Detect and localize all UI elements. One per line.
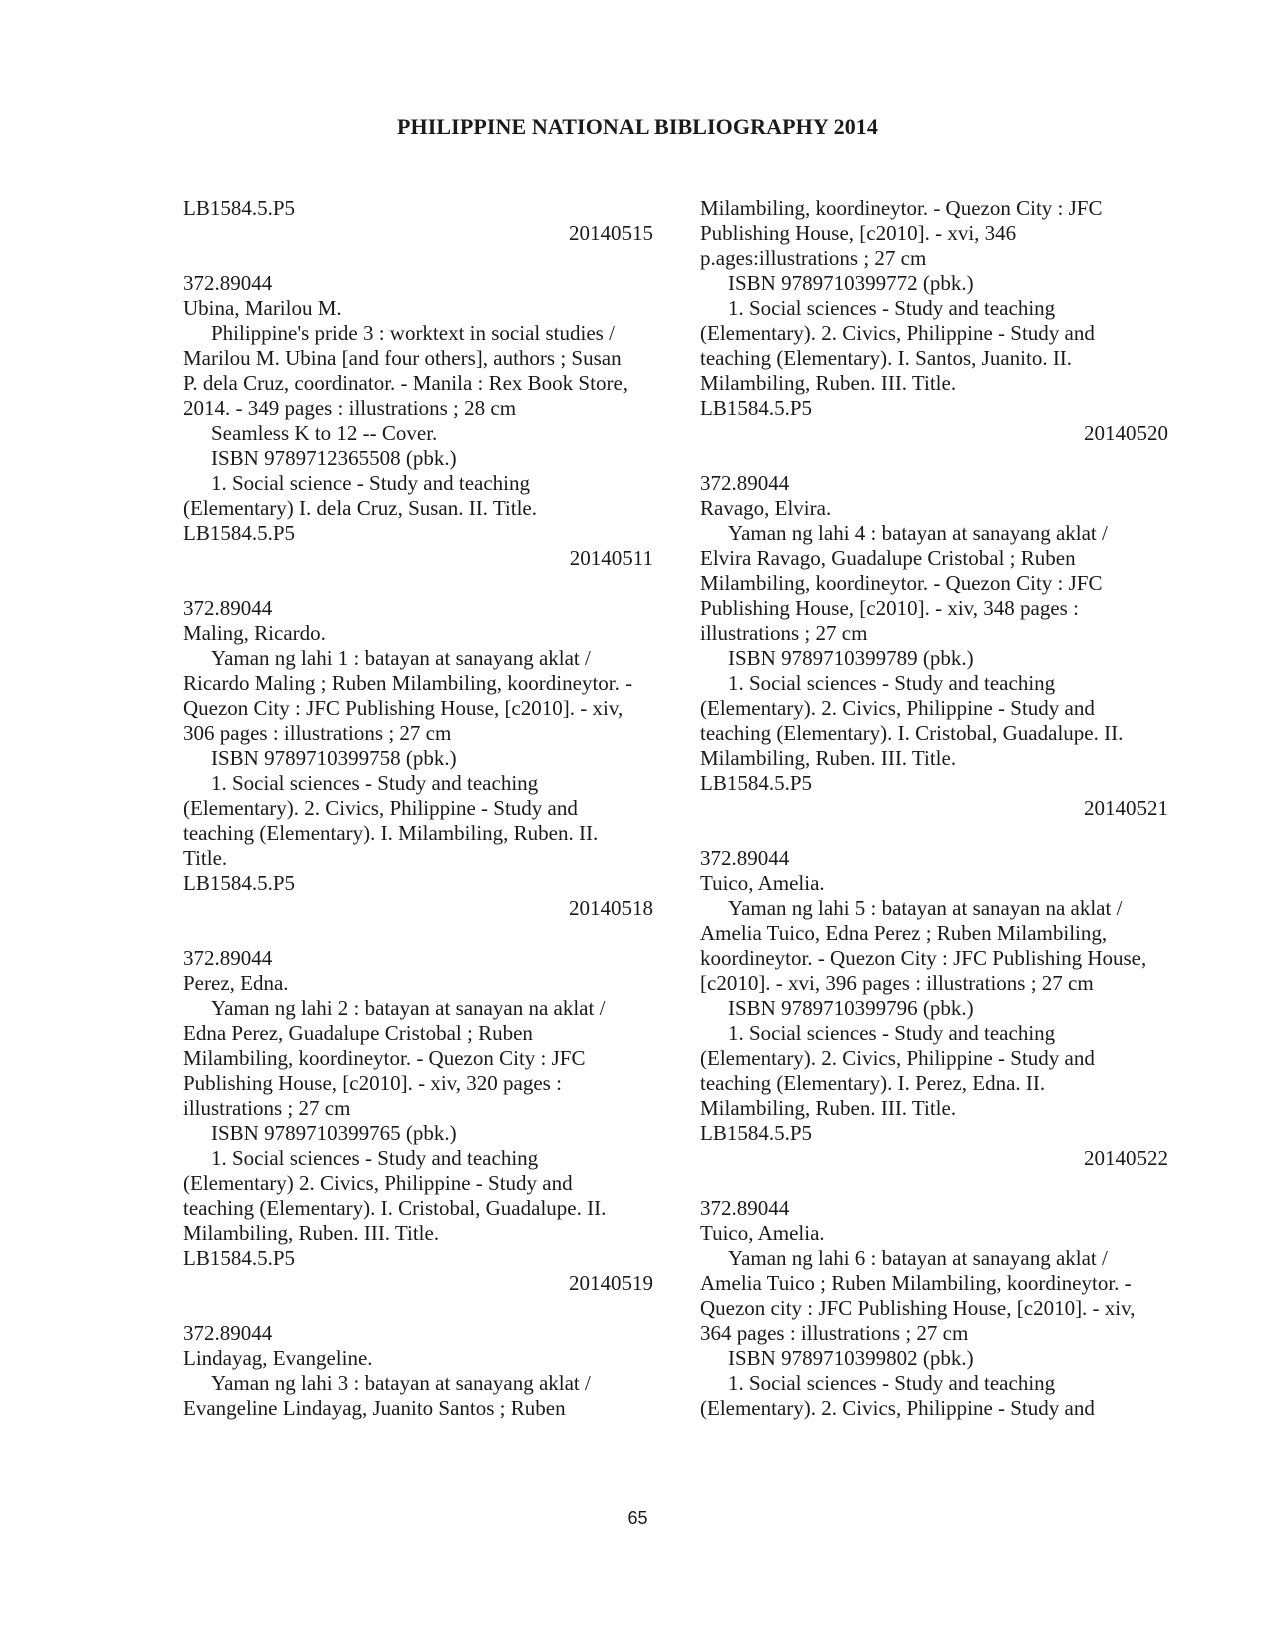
entry-line: 364 pages : illustrations ; 27 cm [700,1321,969,1345]
entry-line: Philippine's pride 3 : worktext in social studies / [211,321,615,345]
entry-line: LB1584.5.P5 [700,771,813,795]
entry-line: 1. Social sciences - Study and teaching [728,296,1056,320]
entry-line: Maling, Ricardo. [183,621,326,645]
entry-line: Ravago, Elvira. [700,496,832,520]
entry-line: 1. Social sciences - Study and teaching [728,1021,1056,1045]
entry-line: p.ages:illustrations ; 27 cm [700,246,927,270]
entry-date: 20140518 [569,896,653,920]
entry-line: (Elementary). 2. Civics, Philippine - Study and [183,796,578,820]
entry-gap [700,446,1180,471]
entry-line: LB1584.5.P5 [183,1246,296,1270]
entry-line: Milambiling, koordineytor. - Quezon City : JFC [183,1046,586,1070]
entry-line: (Elementary). 2. Civics, Philippine - Study and [700,696,1095,720]
entry-line: Milambiling, Ruben. III. Title. [700,746,957,770]
entry-line: (Elementary). 2. Civics, Philippine - Study and [700,321,1095,345]
entry-gap [183,1296,653,1321]
entry-gap [183,921,653,946]
entry-line: Publishing House, [c2010]. - xiv, 320 pages : [183,1071,562,1095]
entry-line: P. dela Cruz, coordinator. - Manila : Rex Book Store, [183,371,629,395]
entry-line: ISBN 9789712365508 (pbk.) [211,446,457,470]
entry-line: ISBN 9789710399802 (pbk.) [728,1346,974,1370]
entry-line: Seamless K to 12 -- Cover. [211,421,438,445]
entry-line: (Elementary) 2. Civics, Philippine - Study and [183,1171,573,1195]
entry-gap [183,571,653,596]
entry-line: Yaman ng lahi 6 : batayan at sanayang aklat / [728,1246,1108,1270]
entry-line: Quezon City : JFC Publishing House, [c2010]. - xiv, [183,696,624,720]
entry-line: Milambiling, Ruben. III. Title. [700,371,957,395]
entry-line: Perez, Edna. [183,971,289,995]
entry-line: 1. Social sciences - Study and teaching [211,771,539,795]
entry-line: Tuico, Amelia. [700,871,825,895]
entry-line: ISBN 9789710399796 (pbk.) [728,996,974,1020]
entry-line: teaching (Elementary). I. Cristobal, Guadalupe. II. [183,1196,607,1220]
entry-line: teaching (Elementary). I. Perez, Edna. II. [700,1071,1046,1095]
entry-line: LB1584.5.P5 [700,396,813,420]
entry-line: ISBN 9789710399758 (pbk.) [211,746,457,770]
entry-line: (Elementary). 2. Civics, Philippine - Study and [700,1046,1095,1070]
entry-line: Yaman ng lahi 2 : batayan at sanayan na aklat / [211,996,606,1020]
entry-line: Yaman ng lahi 4 : batayan at sanayang aklat / [728,521,1108,545]
entry-line: Elvira Ravago, Guadalupe Cristobal ; Ruben [700,546,1076,570]
entry-date: 20140522 [1084,1146,1168,1170]
entry-line: 372.89044 [700,1196,790,1220]
entry-gap [183,246,653,271]
left-column [183,196,653,1421]
entry-line: Publishing House, [c2010]. - xiv, 348 pages : [700,596,1079,620]
entry-line: Ubina, Marilou M. [183,296,342,320]
entry-line: Milambiling, Ruben. III. Title. [700,1096,957,1120]
entry-line: Yaman ng lahi 3 : batayan at sanayang aklat / [211,1371,591,1395]
entry-line: Ricardo Maling ; Ruben Milambiling, koordineytor. - [183,671,633,695]
entry-date: 20140511 [569,546,653,570]
entry-line: [c2010]. - xvi, 396 pages : illustrations ; 27 cm [700,971,1094,995]
entry-gap [700,1171,1180,1196]
entry-line: Lindayag, Evangeline. [183,1346,373,1370]
entry-line: Milambiling, Ruben. III. Title. [183,1221,440,1245]
entry-line: teaching (Elementary). I. Milambiling, Ruben. II. [183,821,599,845]
entry-line: LB1584.5.P5 [183,871,296,895]
entry-line: Amelia Tuico ; Ruben Milambiling, koordineytor. - [700,1271,1132,1295]
entry-line: Publishing House, [c2010]. - xvi, 346 [700,221,1017,245]
entry-line: 306 pages : illustrations ; 27 cm [183,721,452,745]
entry-line: Evangeline Lindayag, Juanito Santos ; Ruben [183,1396,566,1420]
entry-line: Marilou M. Ubina [and four others], authors ; Susan [183,346,622,370]
entry-line: ISBN 9789710399765 (pbk.) [211,1121,457,1145]
entry-date: 20140521 [1084,796,1168,820]
entry-line: Title. [183,846,228,870]
entry-line: Yaman ng lahi 5 : batayan at sanayan na aklat / [728,896,1123,920]
entry-line: ISBN 9789710399772 (pbk.) [728,271,974,295]
entry-line: LB1584.5.P5 [700,1121,813,1145]
entry-line: 1. Social sciences - Study and teaching [211,1146,539,1170]
entry-line: 372.89044 [700,846,790,870]
entry-line: 372.89044 [183,596,273,620]
entry-line: 372.89044 [183,946,273,970]
entry-line: ISBN 9789710399789 (pbk.) [728,646,974,670]
entry-line: Tuico, Amelia. [700,1221,825,1245]
entry-line: 1. Social science - Study and teaching [211,471,530,495]
entry-gap [700,821,1180,846]
entry-line: 1. Social sciences - Study and teaching [728,1371,1056,1395]
entry-line: 1. Social sciences - Study and teaching [728,671,1056,695]
entry-line: Amelia Tuico, Edna Perez ; Ruben Milambiling, [700,921,1108,945]
entry-line: teaching (Elementary). I. Santos, Juanito. II. [700,346,1073,370]
entry-line: Quezon city : JFC Publishing House, [c2010]. - xiv, [700,1296,1136,1320]
entry-line: Milambiling, koordineytor. - Quezon City : JFC [700,196,1103,220]
entry-line: (Elementary) I. dela Cruz, Susan. II. Title. [183,496,538,520]
entry-line: teaching (Elementary). I. Cristobal, Guadalupe. II. [700,721,1124,745]
entry-line: Milambiling, koordineytor. - Quezon City : JFC [700,571,1103,595]
entry-date: 20140515 [569,221,653,245]
entry-line: Yaman ng lahi 1 : batayan at sanayang aklat / [211,646,591,670]
right-column [700,196,1180,1421]
page-title: PHILIPPINE NATIONAL BIBLIOGRAPHY 2014 [396,114,879,139]
entry-date: 20140519 [569,1271,653,1295]
entry-line: (Elementary). 2. Civics, Philippine - Study and [700,1396,1095,1420]
entry-line: LB1584.5.P5 [183,196,296,220]
entry-date: 20140520 [1084,421,1168,445]
entry-line: illustrations ; 27 cm [183,1096,351,1120]
entry-line: 372.89044 [700,471,790,495]
entry-line: 372.89044 [183,271,273,295]
entry-line: koordineytor. - Quezon City : JFC Publishing House, [700,946,1147,970]
entry-line: LB1584.5.P5 [183,521,296,545]
entry-line: Edna Perez, Guadalupe Cristobal ; Ruben [183,1021,533,1045]
entry-line: 2014. - 349 pages : illustrations ; 28 cm [183,396,517,420]
entry-line: 372.89044 [183,1321,273,1345]
page-number: 65 [627,1508,648,1528]
entry-line: illustrations ; 27 cm [700,621,868,645]
